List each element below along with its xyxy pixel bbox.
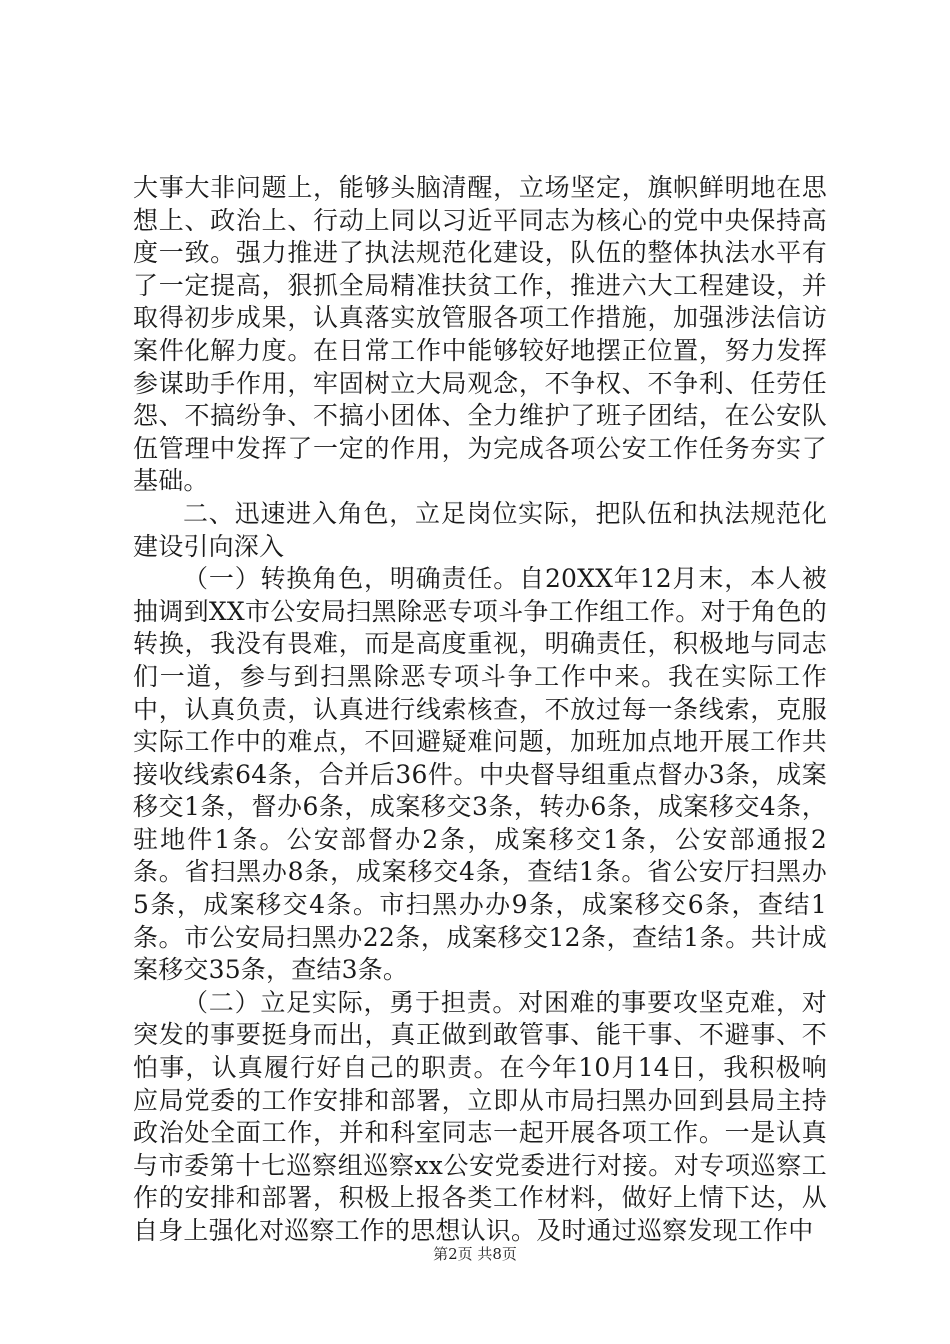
paragraph-role-change: （一）转换角色，明确责任。自20XX年12月末，本人被抽调到XX市公安局扫黑除恶专项斗争工作组工作。对于角色的转换，我没有畏难，而是高度重视，明确责任，积极地与同志们一道，参与到扫黑除恶专项斗争工作中来。我在实际工作中，认真负责，认真进行线索核查，不放过每一条线索，克服实际工作中的难点，不回避疑难问题，加班加点地开展工作共接收线索64条，合并后36件。中央督导组重点督办3条，成案移交1条，督办6条，成案移交3条，转办6条，成案移交4条，驻地件1条。公安部督办2条，成案移交1条，公安部通报2条。省扫黑办8条，成案移交4条，查结1条。省公安厅扫黑办5条，成案移交4条。市扫黑办办9条，成案移交6条，查结1条。市公安局扫黑办22条，成案移交12条，查结1条。共计成案移交35条，查结3条。	[133, 564, 827, 985]
page-number-footer: 第2页 共8页	[433, 1245, 517, 1263]
section-heading-two: 二、迅速进入角色，立足岗位实际，把队伍和执法规范化建设引向深入	[133, 498, 827, 561]
body-text	[133, 172, 827, 1248]
paragraph-continuation: 大事大非问题上，能够头脑清醒，立场坚定，旗帜鲜明地在思想上、政治上、行动上同以习近平同志为核心的党中央保持高度一致。强力推进了执法规范化建设，队伍的整体执法水平有了一定提高，狠抓全局精准扶贫工作，推进六大工程建设，并取得初步成果，认真落实放管服各项工作措施，加强涉法信访案件化解力度。在日常工作中能够较好地摆正位置，努力发挥参谋助手作用，牢固树立大局观念，不争权、不争利、任劳任怨、不搞纷争、不搞小团体、全力维护了班子团结，在公安队伍管理中发挥了一定的作用，为完成各项公安工作任务夯实了基础。	[133, 173, 827, 496]
paragraph-responsibility: （二）立足实际，勇于担责。对困难的事要攻坚克难，对突发的事要挺身而出，真正做到敢管事、能干事、不避事、不怕事，认真履行好自己的职责。在今年10月14日，我积极响应局党委的工作安排和部署，立即从市局扫黑办回到县局主持政治处全面工作，并和科室同志一起开展各项工作。一是认真与市委第十七巡察组巡察xx公安党委进行对接。对专项巡察工作的安排和部署，积极上报各类工作材料，做好上情下达，从自身上强化对巡察工作的思想认识。及时通过巡察发现工作中	[133, 987, 827, 1245]
